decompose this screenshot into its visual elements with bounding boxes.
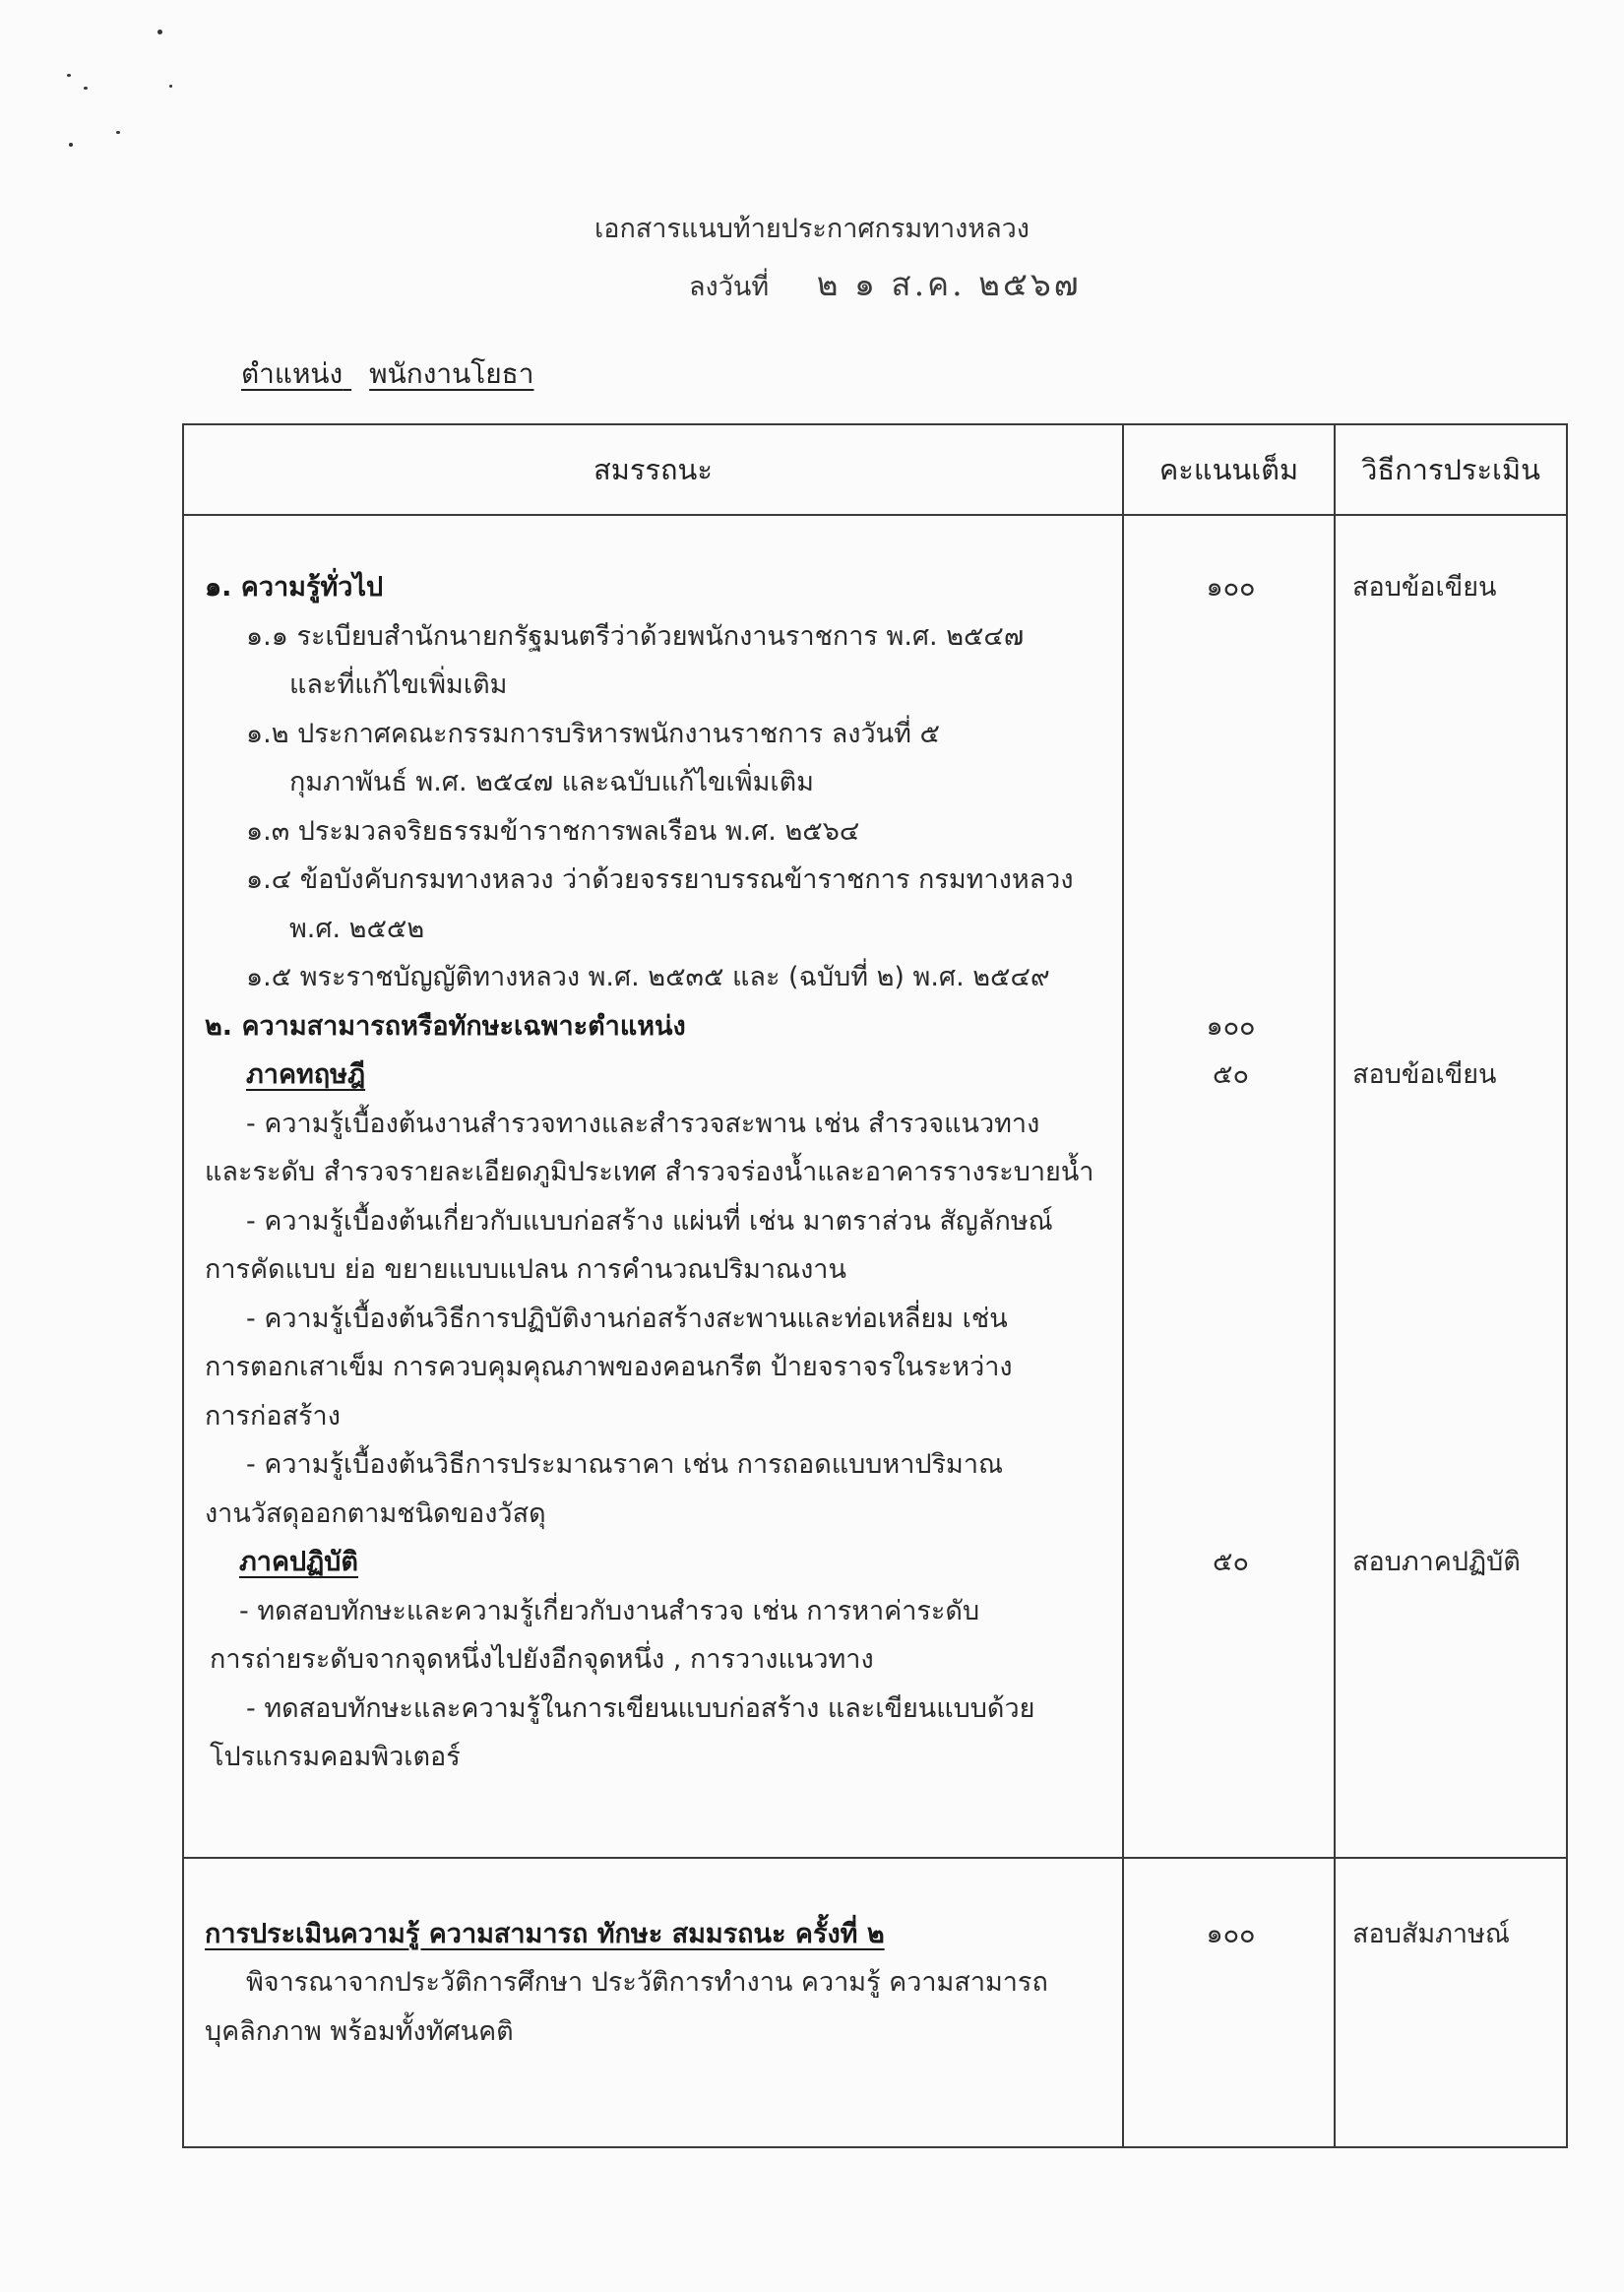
scan-speck: [69, 143, 73, 147]
interview-method-cell: [1335, 1858, 1567, 2147]
header-competency: สมรรถนะ: [183, 424, 1123, 515]
practice-method: สอบภาคปฏิบัติ: [1352, 1547, 1521, 1577]
section1-score: ๑๐๐: [1206, 572, 1256, 603]
section2-score: ๑๐๐: [1206, 1011, 1256, 1042]
section1-line: ๑.๑ ระเบียบสำนักนายกรัฐมนตรีว่าด้วยพนักงานราชการ พ.ศ. ๒๕๔๗: [246, 621, 1025, 652]
theory-line: และระดับ สำรวจรายละเอียดภูมิประเทศ สำรวจร่องน้ำและอาคารรางระบายน้ำ: [205, 1157, 1094, 1187]
date-value: ๒ ๑ ส.ค. ๒๕๖๗: [816, 265, 1082, 303]
header-method: วิธีการประเมิน: [1335, 424, 1567, 515]
practice-line: - ทดสอบทักษะและความรู้ในการเขียนแบบก่อสร้าง และเขียนแบบด้วย: [246, 1693, 1035, 1724]
table-header-row: [183, 424, 1567, 515]
practice-line: โปรแกรมคอมพิวเตอร์: [210, 1742, 461, 1772]
section1-line: ๑.๕ พระราชบัญญัติทางหลวง พ.ศ. ๒๕๓๕ และ (ฉบับที่ ๒) พ.ศ. ๒๕๔๙: [246, 962, 1050, 992]
practice-line: - ทดสอบทักษะและความรู้เกี่ยวกับงานสำรวจ เช่น การหาค่าระดับ: [239, 1596, 980, 1626]
practice-title: ภาคปฏิบัติ: [239, 1547, 358, 1577]
section1-line: พ.ศ. ๒๕๕๒: [289, 914, 425, 944]
header-full-score: คะแนนเต็ม: [1123, 424, 1335, 515]
theory-line: - ความรู้เบื้องต้นงานสำรวจทางและสำรวจสะพาน เช่น สำรวจแนวทาง: [246, 1109, 1040, 1139]
section1-method: สอบข้อเขียน: [1352, 572, 1497, 603]
date-line: [689, 258, 1082, 310]
interview-line: พิจารณาจากประวัติการศึกษา ประวัติการทำงาน ความรู้ ความสามารถ: [246, 1967, 1048, 1998]
section1-title: ๑. ความรู้ทั่วไป: [205, 572, 384, 603]
section1-line: ๑.๒ ประกาศคณะกรรมการบริหารพนักงานราชการ ลงวันที่ ๕: [246, 719, 940, 749]
section1-line: ๑.๔ ข้อบังคับกรมทางหลวง ว่าด้วยจรรยาบรรณข้าราชการ กรมทางหลวง: [246, 864, 1074, 895]
practice-score: ๕๐: [1213, 1547, 1249, 1577]
practice-line: การถ่ายระดับจากจุดหนึ่งไปยังอีกจุดหนึ่ง , การวางแนวทาง: [210, 1644, 874, 1675]
position-value: พนักงานโยธา: [369, 357, 534, 390]
position-label: ตำแหน่ง: [241, 357, 344, 390]
scan-speck: [157, 30, 162, 34]
theory-title: ภาคทฤษฎี: [246, 1059, 366, 1090]
competency-cell: [183, 515, 1123, 1858]
interview-line: บุคลิกภาพ พร้อมทั้งทัศนคติ: [205, 2016, 514, 2047]
theory-score: ๕๐: [1213, 1059, 1249, 1090]
theory-line: การตอกเสาเข็ม การควบคุมคุณภาพของคอนกรีต ป้ายจราจรในระหว่าง: [205, 1352, 1013, 1382]
theory-line: งานวัสดุออกตามชนิดของวัสดุ: [205, 1498, 546, 1529]
scan-speck: [116, 131, 120, 134]
method-cell: [1335, 515, 1567, 1858]
interview-score: ๑๐๐: [1206, 1919, 1256, 1949]
document-title: เอกสารแนบท้ายประกาศกรมทางหลวง: [594, 214, 1030, 244]
assessment-table: [182, 423, 1568, 2148]
interview-competency-cell: [183, 1858, 1123, 2147]
interview-score-cell: [1123, 1858, 1335, 2147]
theory-line: - ความรู้เบื้องต้นวิธีการปฏิบัติงานก่อสร้างสะพานและท่อเหลี่ยม เช่น: [246, 1304, 1008, 1334]
theory-line: - ความรู้เบื้องต้นเกี่ยวกับแบบก่อสร้าง แผ่นที่ เช่น มาตราส่วน สัญลักษณ์: [246, 1206, 1053, 1237]
scan-speck: [84, 87, 88, 90]
theory-line: การก่อสร้าง: [205, 1401, 341, 1432]
date-label: ลงวันที่: [689, 272, 770, 302]
section1-line: และที่แก้ไขเพิ่มเติม: [289, 669, 508, 700]
section1-line: ๑.๓ ประมวลจริยธรรมข้าราชการพลเรือน พ.ศ. ๒๕๖๔: [246, 816, 860, 847]
section2-title: ๒. ความสามารถหรือทักษะเฉพาะตำแหน่ง: [205, 1011, 686, 1042]
interview-title: การประเมินความรู้ ความสามารถ ทักษะ สมมรถนะ ครั้งที่ ๒: [205, 1919, 885, 1949]
interview-method: สอบสัมภาษณ์: [1352, 1919, 1510, 1949]
score-cell: [1123, 515, 1335, 1858]
theory-method: สอบข้อเขียน: [1352, 1059, 1497, 1090]
theory-line: - ความรู้เบื้องต้นวิธีการประมาณราคา เช่น การถอดแบบหาปริมาณ: [246, 1449, 1004, 1480]
scan-speck: [169, 85, 172, 88]
table-row: [183, 515, 1567, 1858]
position-heading: [241, 352, 533, 396]
table-row: [183, 1858, 1567, 2147]
theory-line: การคัดแบบ ย่อ ขยายแบบแปลน การคำนวณปริมาณงาน: [205, 1254, 846, 1285]
section1-line: กุมภาพันธ์ พ.ศ. ๒๕๔๗ และฉบับแก้ไขเพิ่มเติม: [289, 767, 814, 797]
scan-speck: [67, 74, 71, 77]
